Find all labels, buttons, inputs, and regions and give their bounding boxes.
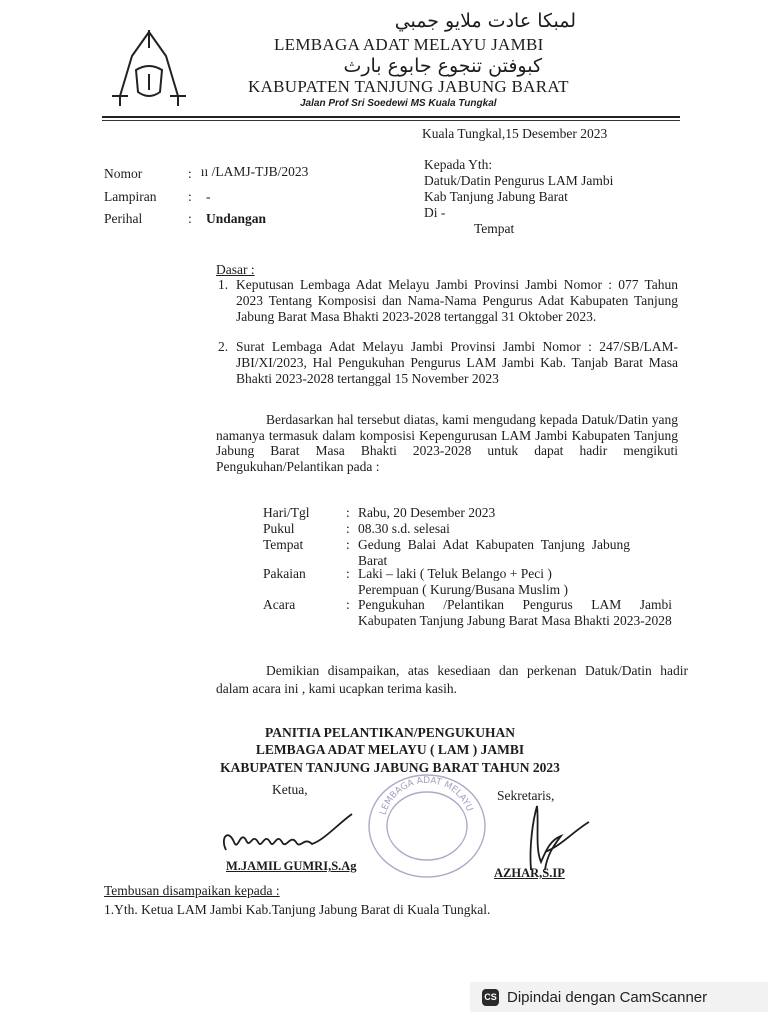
detail-value: Laki – laki ( Teluk Belango + Peci ) — [358, 566, 552, 581]
dasar-text: Keputusan Lembaga Adat Melayu Jambi Provinsi Jambi Nomor : 077 Tahun 2023 Tentang Komposisi dan Nama-Nama Pengurus Adat Kabupaten Tanjung Jabung Barat Masa Bhakti 2023-2028 tertanggal 31 Oktober 2023. — [236, 277, 678, 324]
detail-label: Pakaian — [263, 566, 306, 581]
name-sekretaris: AZHAR,S.IP — [494, 866, 565, 880]
header-rule-thin — [102, 120, 680, 121]
jawi-line-1: لمبكا عادت ملايو جمبي — [394, 10, 576, 32]
recipient-line-3: Kab Tanjung Jabung Barat — [424, 189, 568, 204]
recipient-line-1: Kepada Yth: — [424, 157, 493, 172]
meta-perihal-label: Perihal — [104, 211, 143, 226]
role-sekretaris: Sekretaris, — [497, 788, 555, 803]
detail-colon: : — [346, 505, 350, 520]
meta-colon: : — [188, 166, 192, 181]
detail-label: Pukul — [263, 521, 295, 536]
committee-line-3: KABUPATEN TANJUNG JABUNG BARAT TAHUN 2023 — [220, 760, 560, 775]
meta-lampiran-value: - — [206, 189, 211, 204]
dasar-text: Surat Lembaga Adat Melayu Jambi Provinsi Jambi Nomor : 247/SB/LAM-JBI/XI/2023, Hal Pengukuhan Pengurus LAM Jambi Kab. Tanjab Barat Masa Bhakti 2023-2028 tertanggal 15 November 2023 — [236, 339, 678, 386]
detail-colon: : — [346, 566, 350, 581]
svg-text:LEMBAGA ADAT MELAYU: LEMBAGA ADAT MELAYU — [378, 775, 475, 817]
detail-label: Tempat — [263, 537, 304, 552]
detail-value: Pengukuhan /Pelantikan Pengurus LAM Jambi Kabupaten Tanjung Jabung Barat Masa Bhakti 2023-2028 — [358, 597, 672, 628]
tembusan-item: 1.Yth. Ketua LAM Jambi Kab.Tanjung Jabung Barat di Kuala Tungkal. — [104, 902, 491, 917]
body-paragraph: Berdasarkan hal tersebut diatas, kami mengudang kepada Datuk/Datin yang namanya termasuk dalam komposisi Kepengurusan LAM Jambi Kabupaten Tanjung Jabung Barat Masa Bhakti 2023-2028 untuk dapat hadir mengikuti Pengukuhan/Pelantikan pada : — [216, 412, 678, 474]
role-ketua: Ketua, — [272, 782, 308, 797]
meta-colon: : — [188, 211, 192, 226]
camscanner-watermark — [470, 982, 768, 1012]
official-stamp — [362, 770, 492, 882]
recipient-line-4: Di - — [424, 205, 446, 220]
header-rule — [102, 116, 680, 118]
name-ketua: M.JAMIL GUMRI,S.Ag — [226, 859, 357, 873]
detail-value: Gedung Balai Adat Kabupaten Tanjung Jabung Barat — [358, 537, 630, 568]
detail-colon: : — [346, 521, 350, 536]
detail-value-2: Perempuan ( Kurung/Busana Muslim ) — [358, 582, 568, 597]
camscanner-icon: CS — [482, 989, 499, 1006]
place-date: Kuala Tungkal,15 Desember 2023 — [422, 126, 608, 141]
detail-label: Acara — [263, 597, 296, 612]
meta-perihal-value: Undangan — [206, 211, 267, 226]
dasar-number: 2. — [218, 339, 229, 354]
detail-colon: : — [346, 597, 350, 612]
closing-paragraph: Demikian disampaikan, atas kesediaan dan perkenan Datuk/Datin hadir dalam acara ini , kami ucapkan terima kasih. — [216, 663, 688, 696]
lam-emblem-logo — [104, 26, 194, 112]
committee-line-1: PANITIA PELANTIKAN/PENGUKUHAN — [265, 725, 515, 740]
committee-line-2: LEMBAGA ADAT MELAYU ( LAM ) JAMBI — [255, 742, 525, 757]
camscanner-text: Dipindai dengan CamScanner — [507, 988, 708, 1006]
jawi-line-2: كبوفتن تنجوع جابوع بارث — [343, 55, 542, 77]
meta-colon: : — [188, 189, 192, 204]
detail-label: Hari/Tgl — [263, 505, 310, 520]
header-address: Jalan Prof Sri Soedewi MS Kuala Tungkal — [300, 98, 497, 109]
detail-value: Rabu, 20 Desember 2023 — [358, 505, 496, 520]
dasar-heading: Dasar : — [216, 262, 255, 277]
header-title-2: KABUPATEN TANJUNG JABUNG BARAT — [248, 77, 569, 96]
recipient-line-2: Datuk/Datin Pengurus LAM Jambi — [424, 173, 614, 188]
dasar-number: 1. — [218, 277, 229, 292]
header-title-1: LEMBAGA ADAT MELAYU JAMBI — [274, 35, 544, 54]
meta-nomor-label: Nomor — [104, 166, 143, 181]
detail-value: 08.30 s.d. selesai — [358, 521, 450, 536]
meta-lampiran-label: Lampiran — [104, 189, 157, 204]
recipient-line-5: Tempat — [474, 221, 515, 236]
detail-colon: : — [346, 537, 350, 552]
meta-nomor-value: ıı /LAMJ-TJB/2023 — [198, 164, 309, 179]
tembusan-heading: Tembusan disampaikan kepada : — [104, 883, 280, 898]
